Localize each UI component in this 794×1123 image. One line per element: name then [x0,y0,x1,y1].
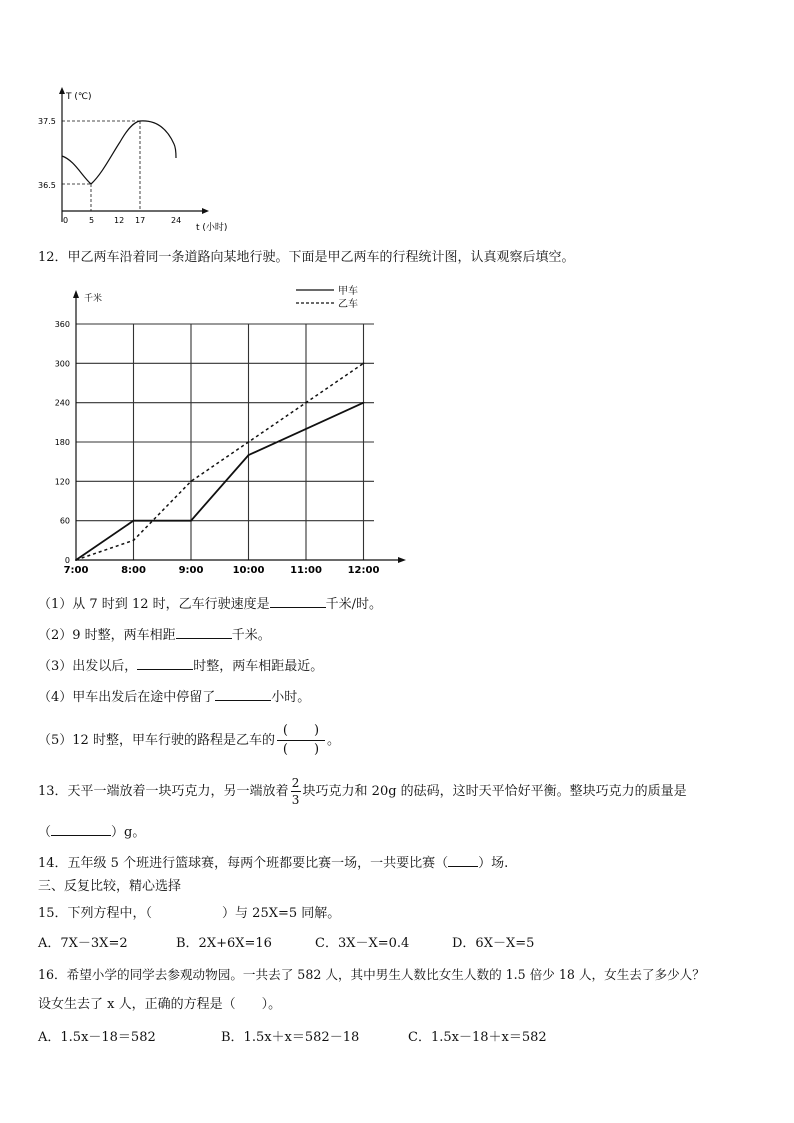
series-yi-point-2 [190,480,192,482]
q16-option-a[interactable]: A．1.5x－18＝582 [38,1030,156,1045]
temp-ytick-365: 36.5 [38,181,56,190]
section-3-heading: 三、反复比较，精心选择 [38,879,182,894]
q12-sub5-fraction[interactable] [277,722,325,759]
q14-blank[interactable] [448,853,478,867]
q13-frac-bar [291,791,301,792]
q15-option-b[interactable]: B．2X+6X=16 [176,936,272,951]
y-axis-label: 千米 [84,294,103,304]
y-tick-120: 120 [54,477,70,487]
series-jia-point-1 [133,520,135,522]
q12-sub3-post: 时整，两车相距最近。 [193,659,324,674]
y-tick-300: 300 [54,359,70,369]
q12-sub5-frac-top: ( ) [282,723,320,738]
q12-sub1-pre: （1）从 7 时到 12 时，乙车行驶速度是 [38,597,270,612]
series-jia-point-5 [363,402,365,404]
legend-label-jia: 甲车 [338,286,358,297]
temp-ylabel: T (℃) [66,92,92,102]
q12-sub1-blank[interactable] [270,594,326,608]
q12-sub1 [38,594,382,613]
q13-line2-open: （ [38,825,52,840]
temp-ytick-375: 37.5 [38,117,56,126]
q12-sub3-blank[interactable] [137,656,193,670]
x-tick-1: 8:00 [121,565,146,576]
legend-label-yi: 乙车 [338,299,358,310]
q13-post: 块巧克力和 20g 的砝码，这时天平恰好平衡。整块巧克力的质量是 [302,784,687,799]
temp-xtick-12: 12 [114,216,125,225]
temp-xtick-24: 24 [171,216,182,225]
q13-fraction [291,776,301,807]
series-yi-point-3 [248,441,250,443]
y-axis-arrow [73,290,79,298]
temp-xlabel: t (小时) [196,223,228,233]
q13-frac-den: 3 [291,793,300,807]
q13-blank[interactable] [51,822,111,836]
q15-pre: 15．下列方程中，（ [38,906,153,921]
x-tick-4: 11:00 [290,565,322,576]
series-yi-point-5 [363,362,365,364]
x-tick-2: 9:00 [178,565,204,576]
q12-sub4 [38,687,310,706]
x-tick-5: 12:00 [347,565,380,576]
y-tick-240: 240 [54,398,70,408]
q12-sub5 [38,722,340,760]
q14-pre: 14．五年级 5 个班进行篮球赛，每两个班都要比赛一场，一共要比赛（ [38,856,449,871]
temp-xtick-0: 0 [63,216,69,225]
q15-option-d[interactable]: D．6X－X=5 [452,936,535,951]
y-tick-360: 360 [54,320,70,329]
q12-sub2-blank[interactable] [176,625,232,639]
q12-sub5-post: 。 [326,733,340,748]
q13-line1 [38,774,687,810]
q14 [38,853,508,872]
q12-sub2-post: 千米。 [231,628,271,643]
q12-sub5-pre: （5）12 时整，甲车行驶的路程是乙车的 [38,733,275,748]
temperature-chart [38,84,238,234]
q12-sub4-pre: （4）甲车出发后在途中停留了 [38,690,216,705]
x-tick-3: 10:00 [232,565,265,576]
temp-xtick-5: 5 [89,216,95,225]
series-yi-point-0 [75,559,77,561]
q16-line1: 16．希望小学的同学去参观动物园。一共去了 582 人，其中男生人数比女生人数的 1.5 倍少 18 人，女生去了多少人？ [38,967,705,982]
y-tick-60: 60 [59,516,70,526]
q12-sub4-blank[interactable] [215,687,271,701]
temp-xtick-17: 17 [135,216,146,225]
travel-line-chart [36,284,416,580]
series-yi-point-1 [133,539,135,541]
q12-sub4-post: 小时。 [271,690,311,705]
q12-sub2-pre: （2）9 时整，两车相距 [38,628,176,643]
q15-post: ）与 25X=5 同解。 [222,906,341,921]
series-jia-point-3 [248,454,250,456]
series-jia-point-4 [305,428,307,430]
q15-option-a[interactable]: A．7X－3X=2 [38,936,128,951]
x-axis-arrow [398,557,406,563]
q12-text: 12．甲乙两车沿着同一条道路向某地行驶。下面是甲乙两车的行程统计图，认真观察后填空。 [38,250,575,265]
q12-sub5-frac-bottom: ( ) [282,742,320,757]
q16-option-b[interactable]: B．1.5x＋x＝582－18 [221,1030,360,1045]
q12-sub1-post: 千米/时。 [325,597,383,612]
q15-option-c[interactable]: C．3X－X=0.4 [315,936,410,951]
q12-sub2 [38,625,271,644]
q14-post: ）场. [478,856,509,871]
q15 [38,906,340,922]
q16-line2: 设女生去了 x 人，正确的方程是（ ）。 [38,997,282,1012]
x-tick-0: 7:00 [63,565,89,576]
q13-pre: 13．天平一端放着一块巧克力，另一端放着 [38,784,289,799]
q13-line2 [38,822,145,841]
q13-line2-close: ）g。 [111,825,146,840]
series-yi-point-4 [305,402,307,404]
q12-sub3 [38,656,323,675]
series-jia-point-2 [190,520,192,522]
y-tick-0: 0 [64,556,70,565]
y-tick-180: 180 [54,438,70,447]
q16-option-c[interactable]: C．1.5x－18＋x＝582 [408,1030,547,1045]
q13-frac-num: 2 [291,776,300,790]
q12-sub3-pre: （3）出发以后， [38,659,138,674]
